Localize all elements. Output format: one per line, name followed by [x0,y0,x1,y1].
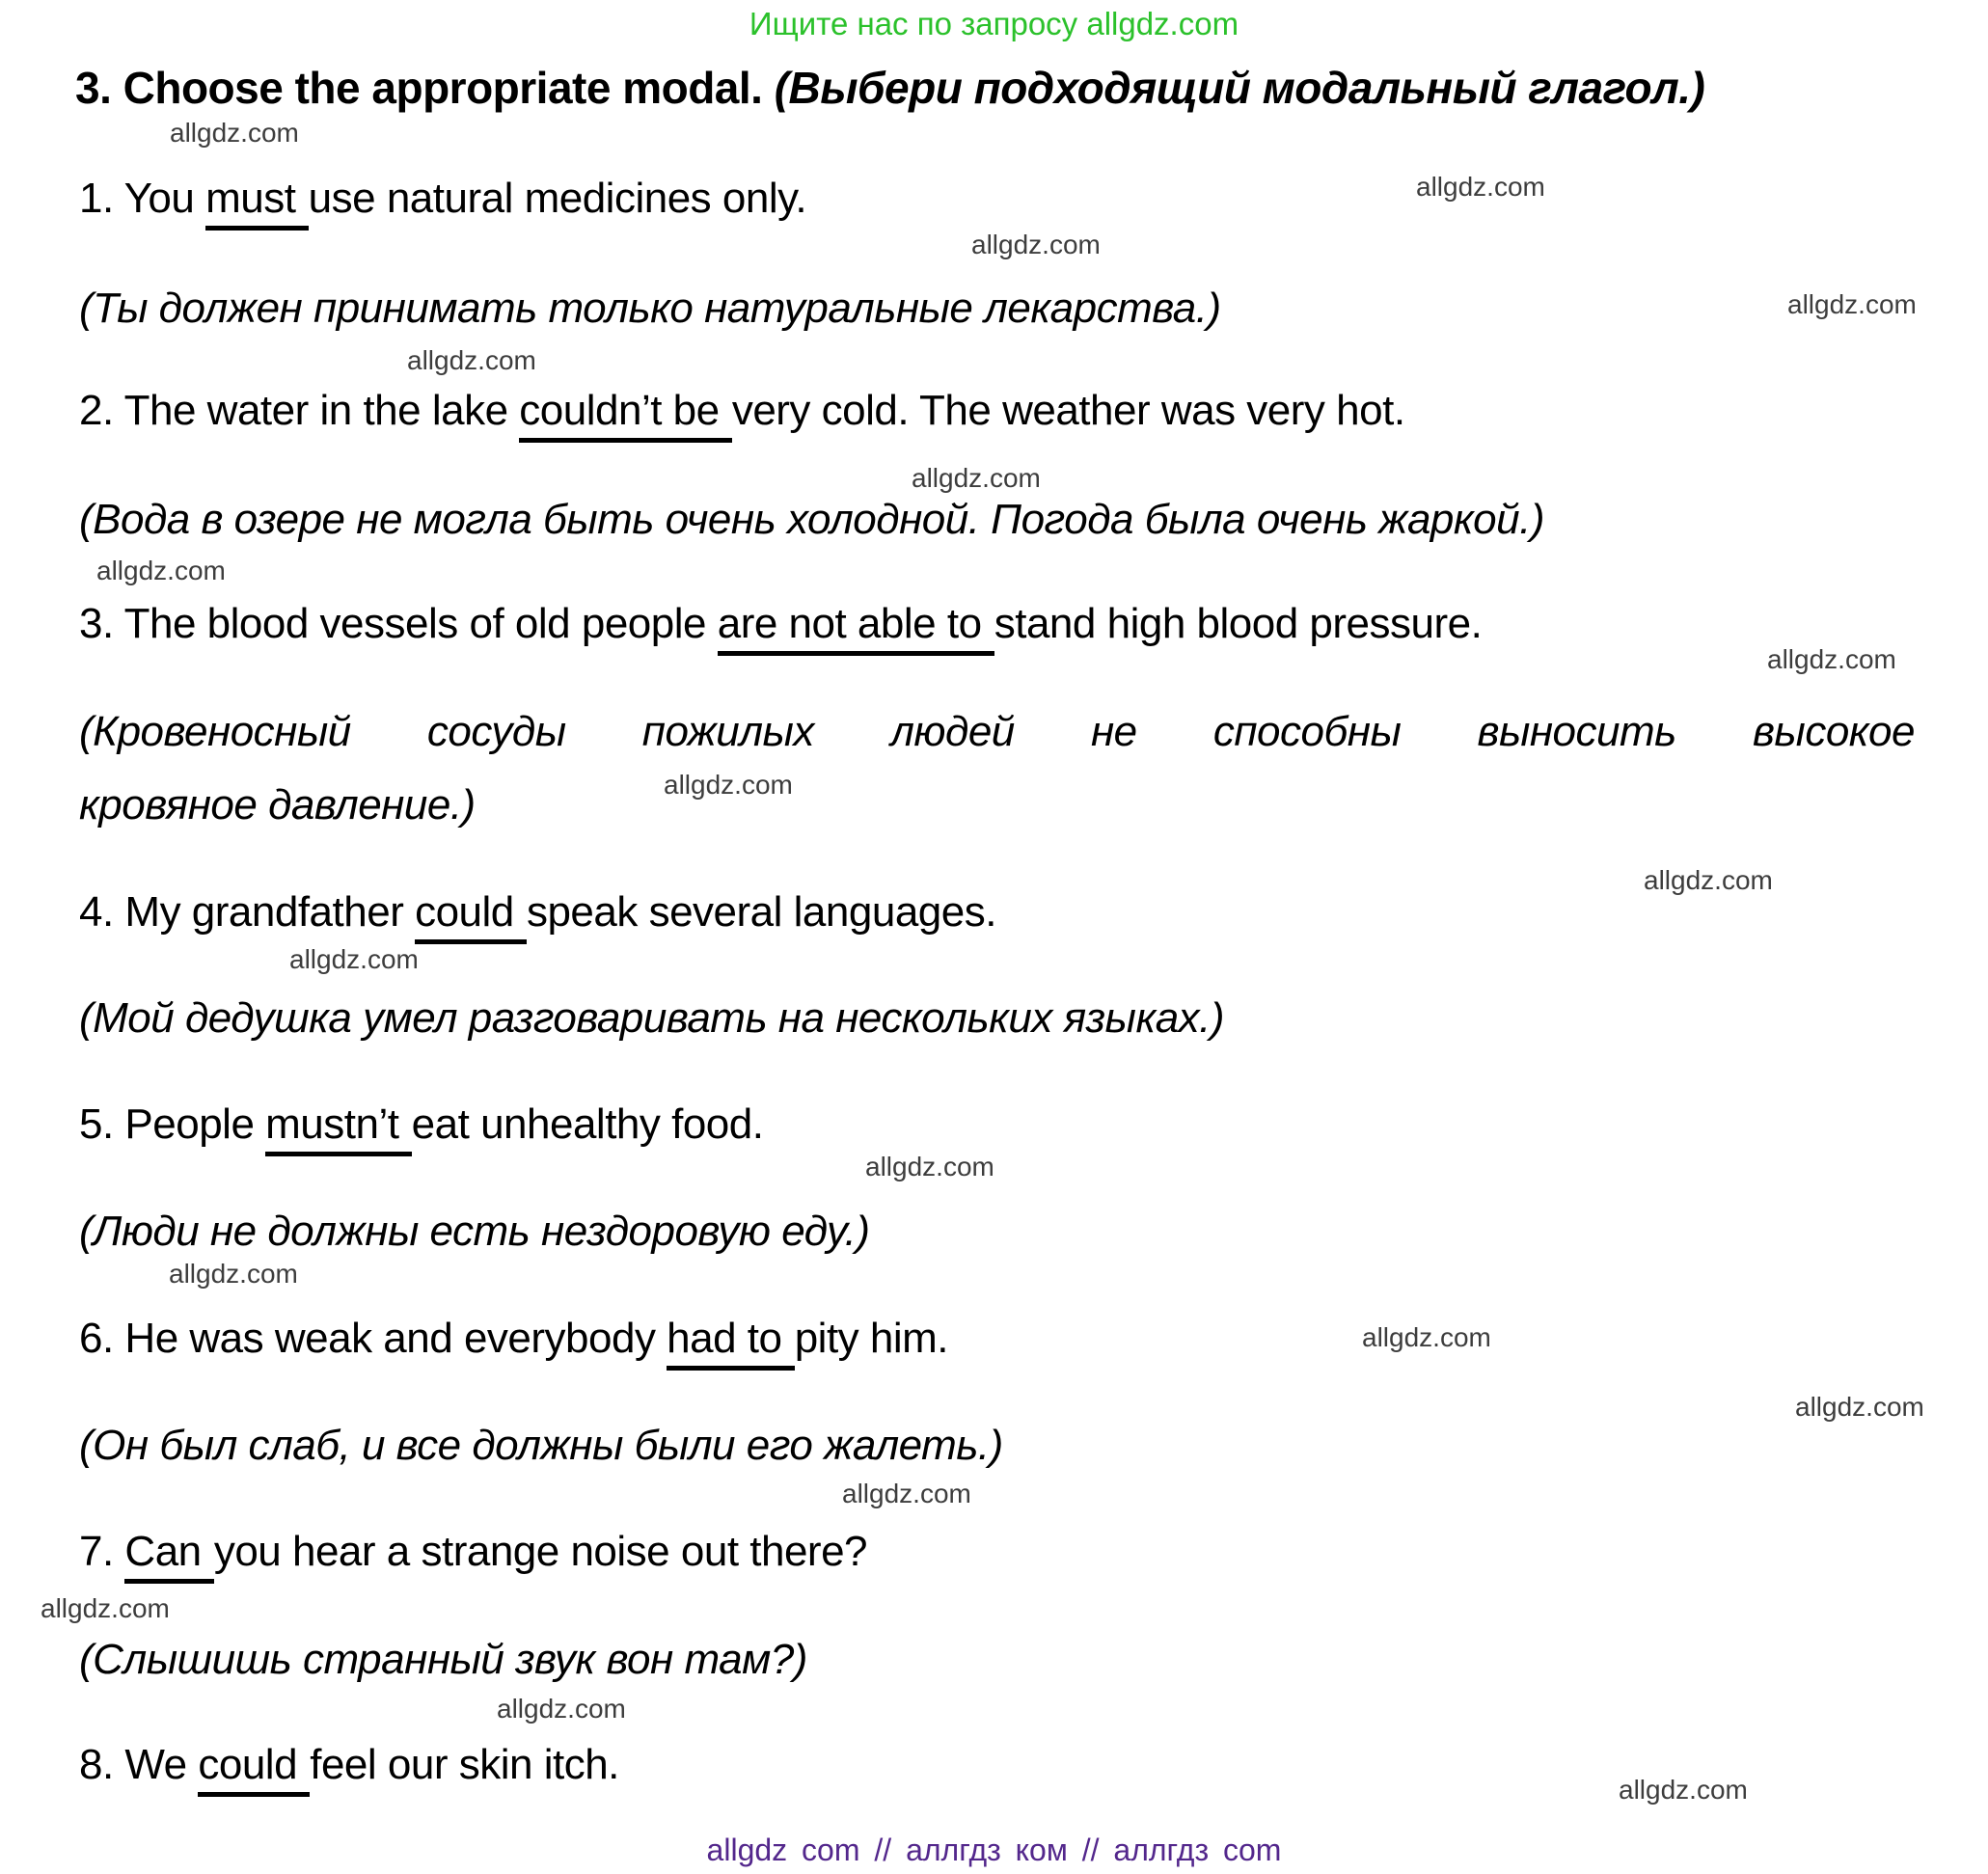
sentence-5-before: 5. People [79,1100,266,1148]
watermark: allgdz.com [664,770,793,800]
sentence-7-before: 7. [79,1528,125,1575]
sentence-6-before: 6. He was weak and everybody [79,1315,667,1362]
sentence-4-translation: (Мой дедушка умел разговаривать на нескольких языках.) [79,994,1225,1042]
sentence-4-before: 4. My grandfather [79,888,416,936]
sentence-5-modal-answer: mustn’t [265,1100,412,1156]
sentence-1-before: 1. You [79,175,206,222]
sentence-1-translation: (Ты должен принимать только натуральные лекарства.) [79,285,1221,332]
watermark: allgdz.com [1619,1775,1748,1805]
sentence-8-modal-answer: could [198,1741,310,1797]
watermark: allgdz.com [1795,1392,1924,1422]
sentence-3-translation-line-1: (Кровеносный сосуды пожилых людей не способны выносить высокое [79,708,1915,755]
sentence-5-translation: (Люди не должны есть нездоровую еду.) [79,1208,870,1255]
watermark: allgdz.com [842,1479,971,1508]
sentence-7-after: you hear a strange noise out there? [213,1528,868,1575]
watermark: allgdz.com [1362,1322,1491,1352]
sentence-1-english [79,175,806,224]
sentence-2-before: 2. The water in the lake [79,387,520,434]
sentence-7-modal-answer: Can [124,1528,213,1584]
watermark: allgdz.com [497,1694,626,1724]
site-search-hint: Ищите нас по запросу allgdz.com [749,6,1239,41]
sentence-3-translation-line-2: кровяное давление.) [79,781,476,828]
sentence-1-modal-answer: must [205,175,309,231]
watermark: allgdz.com [1787,289,1917,319]
watermark: allgdz.com [96,556,226,585]
watermark: allgdz.com [865,1152,994,1181]
sentence-6-english [79,1315,948,1364]
sentence-6-modal-answer: had to [667,1315,795,1371]
watermark: allgdz.com [912,463,1041,493]
sentence-3-english [79,600,1482,649]
watermark: allgdz.com [289,944,419,974]
watermark: allgdz.com [971,230,1101,259]
sentence-5-after: eat unhealthy food. [411,1100,764,1148]
watermark: allgdz.com [41,1593,170,1623]
watermark: allgdz.com [407,345,536,375]
sentence-4-after: speak several languages. [526,888,996,936]
watermark: allgdz.com [1416,172,1545,202]
watermark: allgdz.com [170,118,299,148]
site-footer-links: allgdz com // аллгдз ком // аллгдз com [706,1833,1282,1867]
sentence-6-translation: (Он был слаб, и все должны были его жалеть.) [79,1422,1003,1469]
sentence-8-english [79,1741,619,1790]
sentence-7-translation: (Слышишь странный звук вон там?) [79,1636,807,1683]
sentence-3-modal-answer: are not able to [718,600,994,656]
exercise-title-english: 3. Choose the appropriate modal. [75,63,775,113]
sentence-1-after: use natural medicines only. [308,175,807,222]
sentence-5-english [79,1100,763,1150]
sentence-7-english [79,1528,867,1577]
watermark: allgdz.com [1767,644,1896,674]
sentence-3-after: stand high blood pressure. [994,600,1483,647]
sentence-4-modal-answer: could [415,888,527,944]
sentence-2-english [79,387,1405,436]
sentence-8-before: 8. We [79,1741,199,1788]
sentence-4-english [79,888,996,937]
watermark: allgdz.com [169,1259,298,1289]
sentence-2-translation: (Вода в озере не могла быть очень холодной. Погода была очень жаркой.) [79,496,1544,543]
exercise-title [75,62,1704,114]
exercise-title-russian: (Выбери подходящий модальный глагол.) [774,63,1705,113]
sentence-3-before: 3. The blood vessels of old people [79,600,718,647]
sentence-2-modal-answer: couldn’t be [519,387,732,443]
sentence-8-after: feel our skin itch. [310,1741,619,1788]
watermark: allgdz.com [1644,865,1773,895]
sentence-6-after: pity him. [794,1315,949,1362]
sentence-2-after: very cold. The weather was very hot. [731,387,1405,434]
